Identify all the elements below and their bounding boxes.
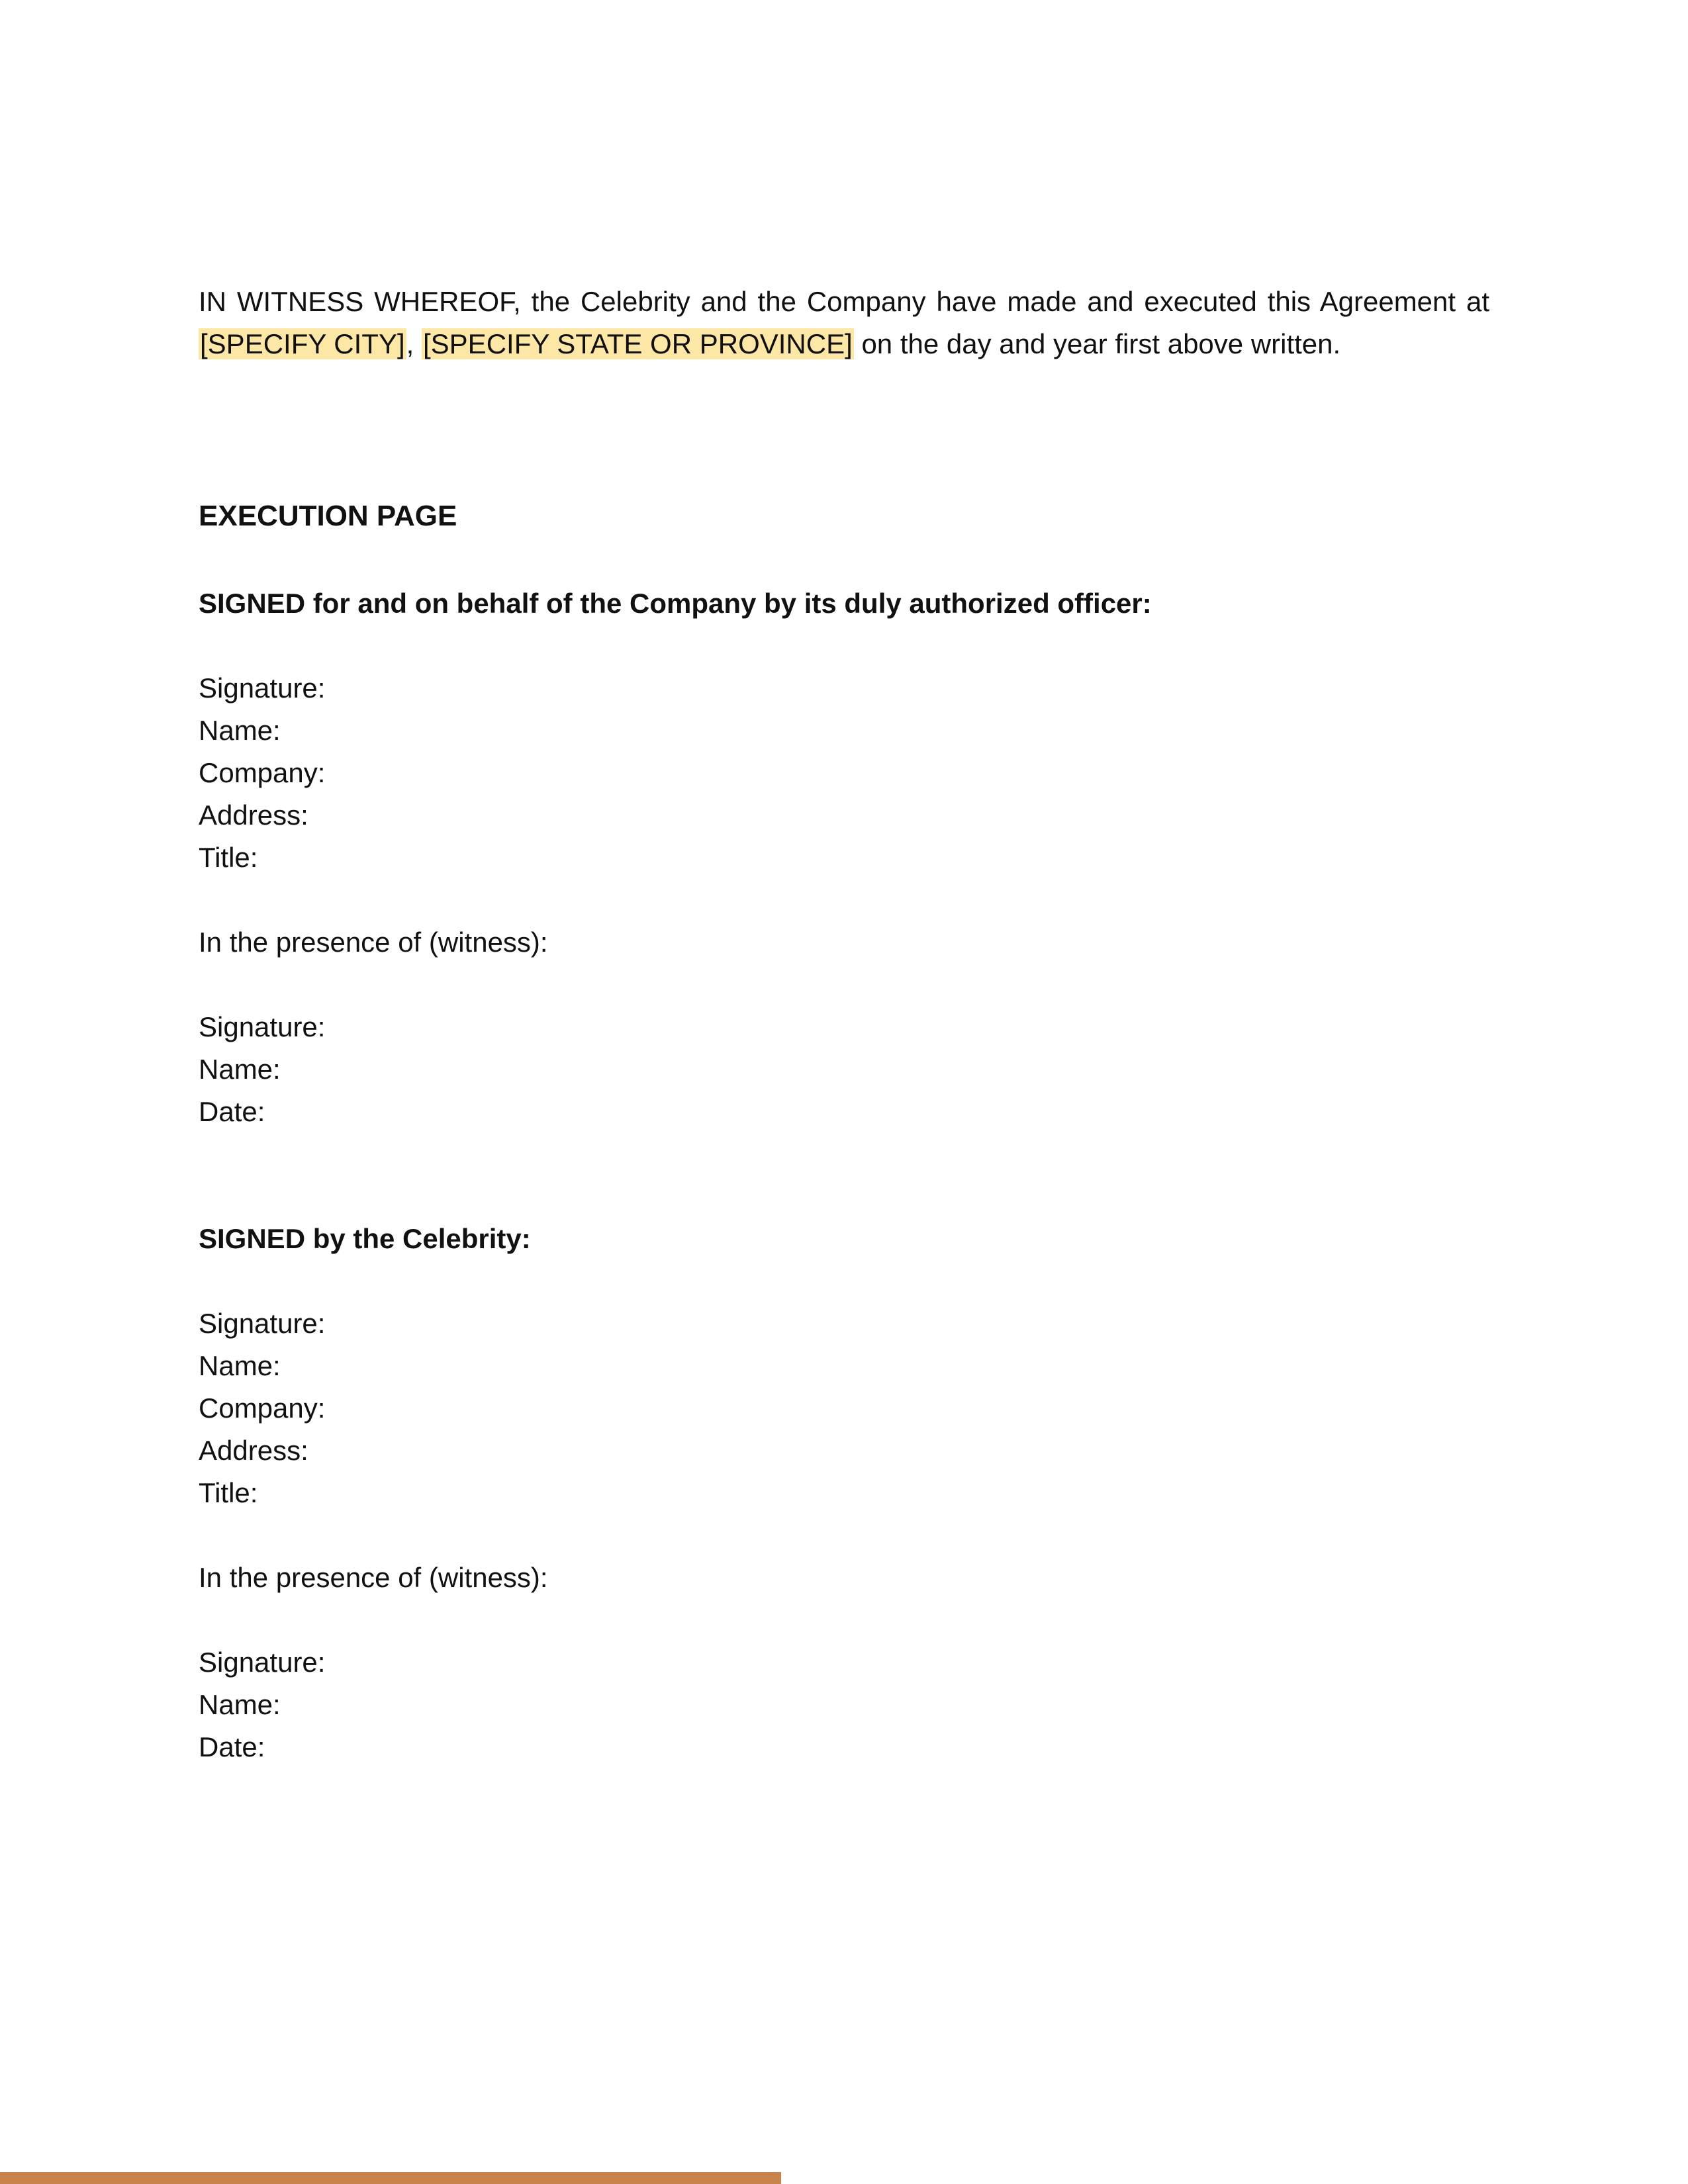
footer-accent-bar (0, 2172, 781, 2184)
execution-page-heading: EXECUTION PAGE (199, 500, 457, 532)
celebrity-signature-heading: SIGNED by the Celebrity: (199, 1223, 531, 1254)
celebrity-name-label: Name: (199, 1350, 281, 1381)
company-company-label: Company: (199, 757, 326, 788)
witness-clause-separator: , (406, 328, 422, 359)
company-witness-signature-label: Signature: (199, 1011, 326, 1042)
celebrity-signature-label: Signature: (199, 1308, 326, 1339)
company-witness-date-label: Date: (199, 1096, 265, 1127)
celebrity-witness-date-label: Date: (199, 1731, 265, 1762)
witness-clause (199, 281, 1489, 365)
company-witness-label: In the presence of (witness): (199, 927, 548, 958)
witness-clause-intro: IN WITNESS WHEREOF, the Celebrity and the Company have made and executed this Agreement at (199, 286, 1489, 317)
celebrity-company-label: Company: (199, 1392, 326, 1424)
celebrity-witness-signature-label: Signature: (199, 1647, 326, 1678)
celebrity-witness-fields (199, 1641, 1489, 1768)
company-signature-fields (199, 667, 1489, 879)
celebrity-witness-name-label: Name: (199, 1689, 281, 1720)
company-signature-heading: SIGNED for and on behalf of the Company by its duly authorized officer: (199, 588, 1152, 619)
state-placeholder[interactable]: [SPECIFY STATE OR PROVINCE] (422, 328, 853, 359)
company-name-label: Name: (199, 715, 281, 746)
witness-clause-end: on the day and year first above written. (853, 328, 1341, 359)
company-address-label: Address: (199, 799, 308, 831)
company-title-label: Title: (199, 842, 258, 873)
celebrity-signature-fields (199, 1302, 1489, 1514)
celebrity-title-label: Title: (199, 1477, 258, 1508)
celebrity-witness-label: In the presence of (witness): (199, 1562, 548, 1593)
company-signature-label: Signature: (199, 672, 326, 704)
document-content (199, 281, 1489, 1768)
company-witness-name-label: Name: (199, 1054, 281, 1085)
celebrity-address-label: Address: (199, 1435, 308, 1466)
company-witness-fields (199, 1006, 1489, 1133)
city-placeholder[interactable]: [SPECIFY CITY] (200, 328, 405, 359)
